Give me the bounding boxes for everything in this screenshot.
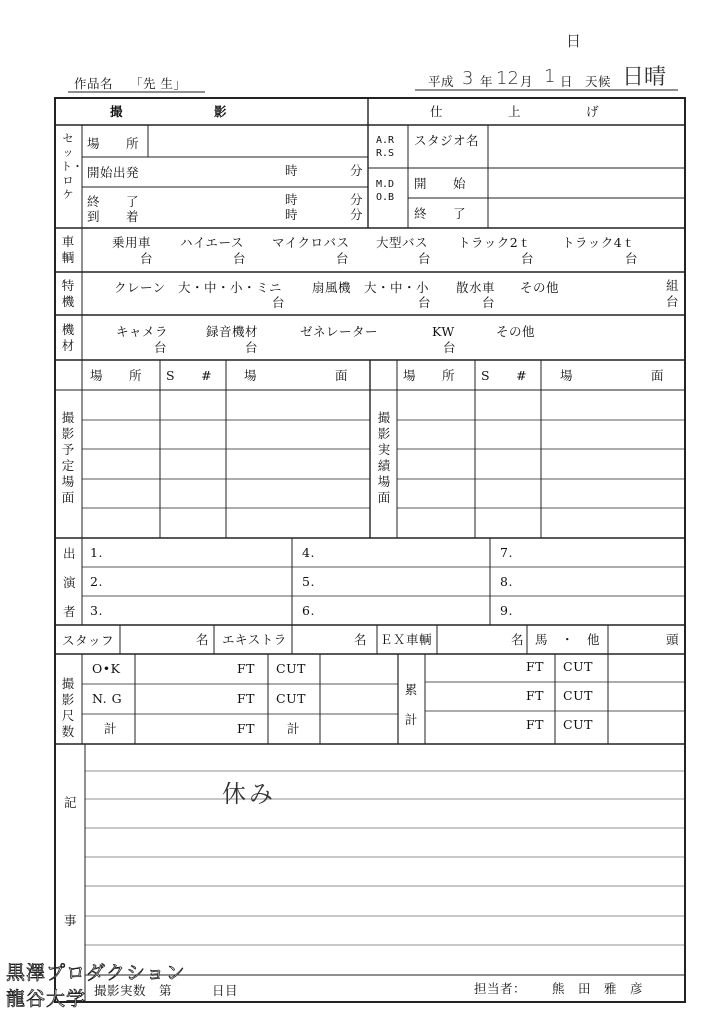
special-item: その他 <box>520 280 560 295</box>
special-item: 大・中・小 <box>364 280 430 295</box>
total-label: 計 <box>104 721 118 736</box>
cast-number: 1. <box>90 545 103 560</box>
special-item: 散水車 <box>456 280 496 295</box>
cum-cut: CUT <box>563 688 593 703</box>
special-unit: 台 <box>666 294 680 309</box>
special-item: 扇風機 <box>312 280 352 295</box>
vehicle-item: マイクロバス <box>272 235 350 250</box>
depart-hour-label: 時 <box>285 163 299 178</box>
special-item: 大・中・小・ミニ <box>178 280 283 295</box>
weather-hand-value: 日晴 <box>622 65 667 90</box>
cum-ft: FT <box>526 659 545 674</box>
arrive-hour-label: 時 <box>285 207 299 222</box>
vehicle-unit: 台 <box>233 251 247 266</box>
equipment-item: 録音機材 <box>206 324 259 339</box>
end-label: 終 了 <box>87 194 140 209</box>
watermark-line2: 龍谷大学 <box>6 988 87 1010</box>
cumulative-label: 累計 <box>404 682 418 727</box>
title-label: 作品名 <box>74 76 114 91</box>
studio-label: スタジオ名 <box>414 133 480 148</box>
extra-name-unit: 名 <box>354 632 368 647</box>
equipment-unit: 台 <box>443 340 457 355</box>
special-unit: 台 <box>272 295 286 310</box>
actual-scenes-label: 撮影実績場面 <box>377 410 391 505</box>
equipment-label: 機材 <box>61 322 75 353</box>
vehicle-unit: 台 <box>625 251 639 266</box>
footage-label: 撮影尺数 <box>61 676 75 739</box>
planned-col-place: 場 所 <box>90 368 143 383</box>
equipment-item: キャメラ <box>116 324 169 339</box>
ng-label: N. G <box>92 691 123 706</box>
date-day: 1 <box>544 66 556 87</box>
person-name: 熊 田 雅 彦 <box>552 981 644 996</box>
start-label: 開 始 <box>414 176 467 191</box>
days-suffix: 日目 <box>212 983 239 998</box>
cast-number: 2. <box>90 574 103 589</box>
vehicle-item: 大型バス <box>376 235 429 250</box>
equipment-unit: 台 <box>245 340 259 355</box>
ok-ft: FT <box>237 661 256 676</box>
depart-label: 開始出発 <box>87 165 140 180</box>
ok-cut: CUT <box>276 661 306 676</box>
vehicles-label: 車輌 <box>61 234 75 265</box>
equipment-item: ゼネレーター <box>300 324 379 339</box>
vehicle-unit: 台 <box>521 251 535 266</box>
special-unit: 台 <box>482 295 496 310</box>
cast-label-2: 演 <box>63 575 77 590</box>
equipment-item: KW <box>432 324 455 339</box>
cast-number: 7. <box>500 545 513 560</box>
cast-number: 8. <box>500 574 513 589</box>
shooting-header: 撮 影 <box>110 104 228 119</box>
equipment-item: その他 <box>496 324 536 339</box>
vehicle-unit: 台 <box>140 251 154 266</box>
total-ft: FT <box>237 721 256 736</box>
cast-label-1: 出 <box>63 546 77 561</box>
cast-number: 3. <box>90 603 103 618</box>
mdob-label: M.D O.B <box>376 179 395 203</box>
cum-cut: CUT <box>563 659 593 674</box>
end-hour-label: 時 <box>285 192 299 207</box>
special-item: クレーン <box>114 280 166 295</box>
finishing-header: 仕 上 げ <box>430 104 600 119</box>
actual-col-place: 場 所 <box>403 368 456 383</box>
date-year-unit: 年 <box>480 74 494 89</box>
place-label: 場 所 <box>87 136 140 151</box>
ng-ft: FT <box>237 691 256 706</box>
ex-vehicle-label: ＥＸ車輌 <box>380 632 433 647</box>
date-month: 12 <box>496 68 519 89</box>
special-unit: 台 <box>418 295 432 310</box>
planned-col-s: S # <box>166 368 213 383</box>
vehicle-item: 乗用車 <box>112 235 152 250</box>
ng-cut: CUT <box>276 691 306 706</box>
person-label: 担当者： <box>474 981 527 996</box>
ex-vehicle-unit: 名 <box>511 632 525 647</box>
cast-number: 5. <box>302 574 315 589</box>
finish-label: 終 了 <box>414 206 467 221</box>
cum-cut: CUT <box>563 717 593 732</box>
cast-number: 9. <box>500 603 513 618</box>
planned-col-scene: 場 面 <box>244 368 349 383</box>
cum-ft: FT <box>526 688 545 703</box>
days-prefix: 撮影実数 第 <box>94 983 173 998</box>
total-sum-label: 計 <box>287 721 301 736</box>
cast-number: 4. <box>302 545 315 560</box>
notes-label-top: 記 <box>64 795 78 810</box>
notes-label-bottom: 事 <box>64 913 78 928</box>
set-loc-label: セット・ロケ <box>61 132 83 201</box>
date-month-unit: 月 <box>520 74 534 89</box>
vehicle-item: トラック2ｔ <box>458 235 532 250</box>
arrive-minute-label: 分 <box>350 207 364 222</box>
cast-label-3: 者 <box>63 604 77 619</box>
cum-ft: FT <box>526 717 545 732</box>
staff-name-unit: 名 <box>196 632 210 647</box>
title-value: 「先 生」 <box>130 76 187 91</box>
weather-hand-top: 日 <box>566 32 582 50</box>
extra-label: エキストラ <box>222 632 287 647</box>
vehicle-item: ハイエース <box>180 235 244 250</box>
date-era: 平成 <box>428 74 455 89</box>
planned-scenes-label: 撮影予定場面 <box>61 410 75 505</box>
special-unit-group: 組 <box>666 278 680 293</box>
date-day-unit: 日 <box>560 74 574 89</box>
notes-handwritten: 休み <box>222 780 276 808</box>
arrive-label: 到 着 <box>87 209 140 224</box>
vehicle-item: トラック4ｔ <box>562 235 636 250</box>
depart-minute-label: 分 <box>350 163 364 178</box>
actual-col-s: S # <box>481 368 528 383</box>
ok-label: O•K <box>92 661 121 676</box>
weather-label: 天候 <box>585 74 612 89</box>
cast-number: 6. <box>302 603 315 618</box>
actual-col-scene: 場 面 <box>560 368 665 383</box>
horse-label: 馬 ・ 他 <box>535 632 601 647</box>
horse-unit: 頭 <box>666 632 680 647</box>
date-year: 3 <box>462 68 474 89</box>
equipment-unit: 台 <box>154 340 168 355</box>
staff-label: スタッフ <box>62 633 115 648</box>
ars-label: A.R R.S <box>376 135 395 159</box>
special-label: 特機 <box>61 278 75 309</box>
vehicle-unit: 台 <box>336 251 350 266</box>
watermark-line1: 黒澤プロダクション <box>6 962 186 984</box>
vehicle-unit: 台 <box>418 251 432 266</box>
end-minute-label: 分 <box>350 192 364 207</box>
